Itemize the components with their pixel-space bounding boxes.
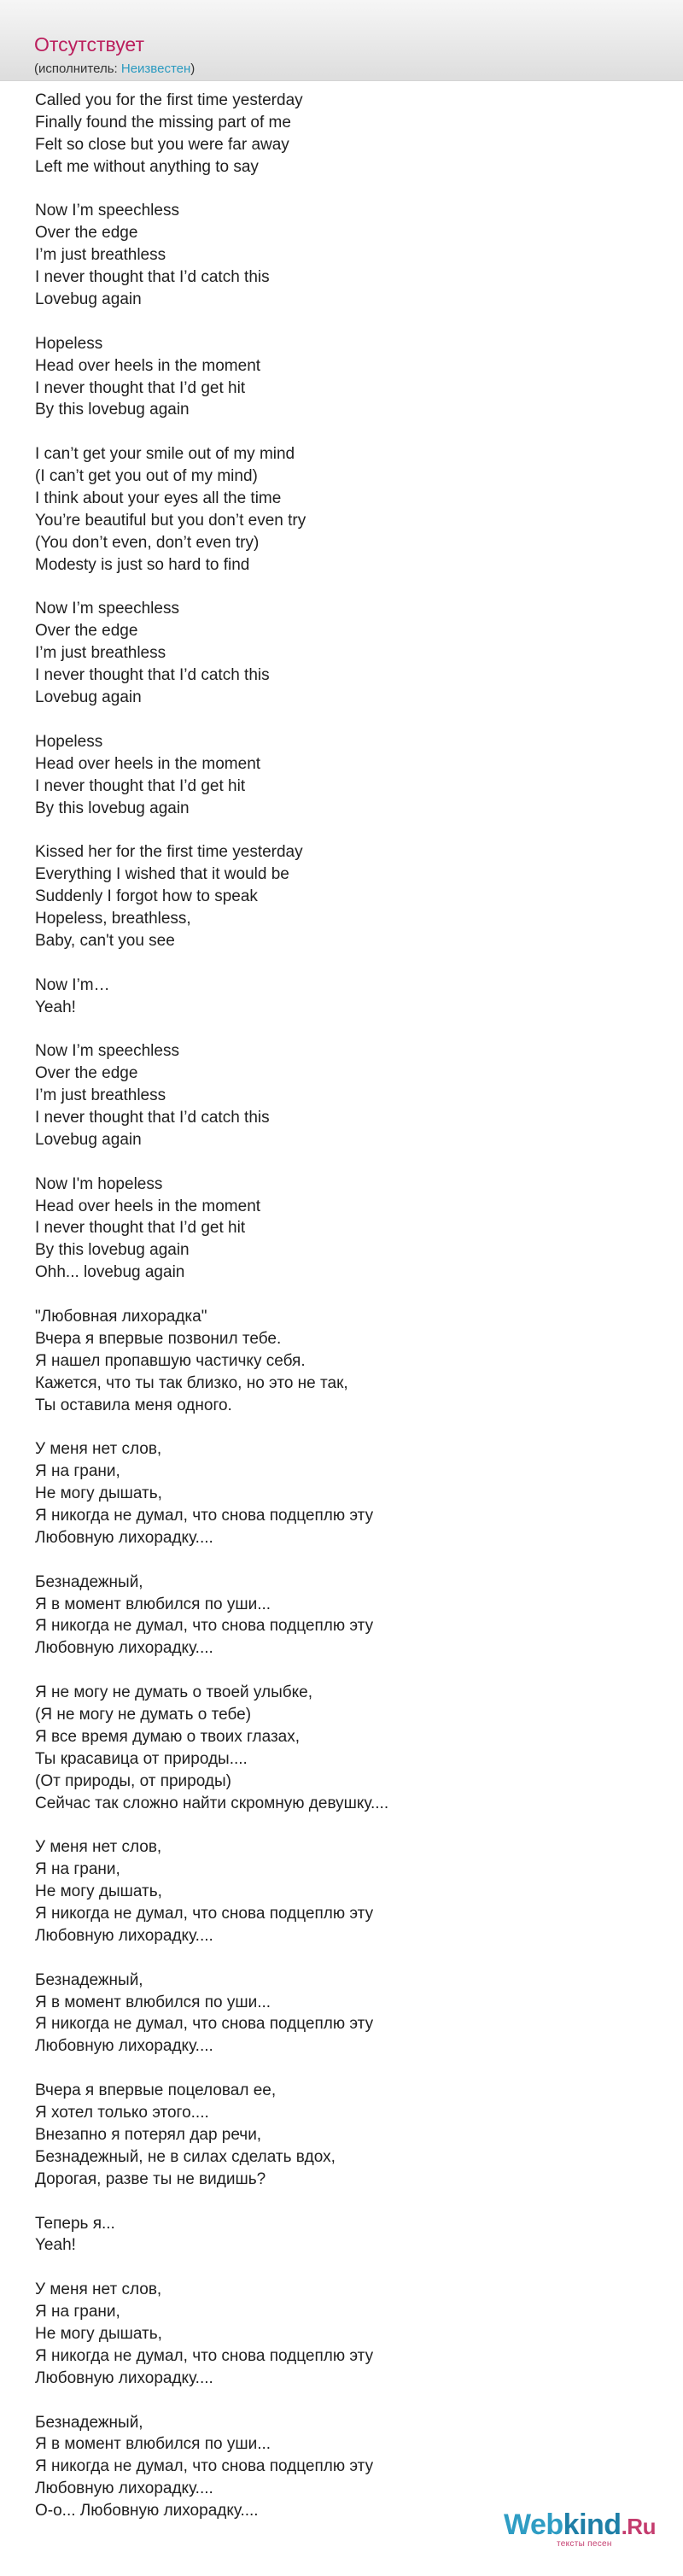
page-title: Отсутствует xyxy=(34,33,144,56)
lyric-line: Я никогда не думал, что снова подцеплю эту xyxy=(35,2346,374,2365)
lyrics-stanza xyxy=(35,90,667,179)
meta-suffix: ) xyxy=(190,61,196,76)
lyric-line: О-о... Любовную лихорадку.... xyxy=(35,2502,259,2520)
lyric-line: Head over heels in the moment xyxy=(35,1197,261,1215)
lyric-line: Я на грани, xyxy=(35,2303,120,2321)
logo-ru: .Ru xyxy=(621,2514,656,2539)
lyric-line: Lovebug again xyxy=(35,290,142,309)
lyrics-stanza xyxy=(35,1682,667,1814)
lyric-line: Ты красавица от природы.... xyxy=(35,1749,248,1768)
lyrics-stanza xyxy=(35,1970,667,2058)
lyric-line: Now I’m… xyxy=(35,975,110,994)
webkind-logo[interactable] xyxy=(504,2509,666,2549)
lyric-line: Любовную лихорадку.... xyxy=(35,1639,213,1658)
lyric-line: I never thought that I’d get hit xyxy=(35,378,246,397)
lyric-line: Дорогая, разве ты не видишь? xyxy=(35,2169,266,2188)
lyric-line: Modesty is just so hard to find xyxy=(35,555,250,574)
lyric-line: Lovebug again xyxy=(35,1130,142,1149)
lyric-line: (You don’t even, don’t even try) xyxy=(35,533,260,552)
lyric-line: I never thought that I’d get hit xyxy=(35,776,246,795)
lyric-line: Finally found the missing part of me xyxy=(35,113,291,132)
logo-web: Web xyxy=(504,2509,563,2541)
lyric-line: Over the edge xyxy=(35,1064,138,1083)
lyrics-stanza xyxy=(35,2213,667,2257)
lyric-line: Кажется, что ты так близко, но это не так, xyxy=(35,1373,348,1392)
meta-prefix: (исполнитель: xyxy=(34,61,121,76)
lyric-line: У меня нет слов, xyxy=(35,1838,162,1857)
lyric-line: You’re beautiful but you don’t even try xyxy=(35,511,306,530)
lyric-line: Ohh... lovebug again xyxy=(35,1263,185,1282)
lyric-line: (Я не могу не думать о тебе) xyxy=(35,1706,252,1724)
lyrics-stanza xyxy=(35,1174,667,1284)
lyric-line: Я никогда не думал, что снова подцеплю эту xyxy=(35,1905,374,1923)
lyric-line: Felt so close but you were far away xyxy=(35,135,289,154)
lyric-line: Не могу дышать, xyxy=(35,1484,162,1503)
lyric-line: Suddenly I forgot how to speak xyxy=(35,887,258,906)
lyrics-stanza xyxy=(35,1040,667,1150)
lyric-line: Я в момент влюбился по уши... xyxy=(35,2435,271,2454)
lyric-line: I never thought that I’d catch this xyxy=(35,268,270,287)
lyric-line: Внезапно я потерял дар речи, xyxy=(35,2125,262,2144)
lyric-line: Kissed her for the first time yesterday xyxy=(35,843,303,862)
lyric-line: Безнадежный, xyxy=(35,1572,143,1591)
lyric-line: Over the edge xyxy=(35,224,138,243)
lyric-line: Я нашел пропавшую частичку себя. xyxy=(35,1351,306,1370)
lyric-line: Yeah! xyxy=(35,998,76,1016)
lyric-line: I’m just breathless xyxy=(35,1086,166,1105)
lyric-line: Сейчас так сложно найти скромную девушку.... xyxy=(35,1794,389,1812)
lyric-line: Left me without anything to say xyxy=(35,157,259,176)
lyric-line: Я никогда не думал, что снова подцеплю эту xyxy=(35,2457,374,2476)
lyric-line: I’m just breathless xyxy=(35,246,166,265)
lyrics-stanza xyxy=(35,1836,667,1947)
lyric-line: Я никогда не думал, что снова подцеплю эту xyxy=(35,1507,374,1525)
logo-tagline: тексты песен xyxy=(557,2539,612,2549)
lyric-line: Lovebug again xyxy=(35,688,142,707)
lyric-line: By this lovebug again xyxy=(35,799,190,817)
lyric-line: У меня нет слов, xyxy=(35,2280,162,2299)
lyric-line: Я в момент влюбился по уши... xyxy=(35,1993,271,2011)
lyric-line: Everything I wished that it would be xyxy=(35,865,289,884)
lyric-line: Я на грани, xyxy=(35,1462,120,1481)
lyric-line: Я в момент влюбился по уши... xyxy=(35,1595,271,1613)
lyrics-body xyxy=(35,90,667,2544)
lyric-line: Безнадежный, xyxy=(35,1970,143,1989)
lyric-line: Любовную лихорадку.... xyxy=(35,1528,213,1547)
lyrics-stanza xyxy=(35,731,667,820)
lyric-line: Не могу дышать, xyxy=(35,2324,162,2343)
artist-link[interactable]: Неизвестен xyxy=(120,61,191,76)
lyrics-stanza xyxy=(35,1572,667,1660)
lyric-line: Head over heels in the moment xyxy=(35,356,261,375)
lyric-line: I can’t get your smile out of my mind xyxy=(35,445,295,464)
lyrics-stanza xyxy=(35,598,667,708)
lyric-line: Я все время думаю о твоих глазах, xyxy=(35,1727,301,1746)
lyric-line: Я никогда не думал, что снова подцеплю эту xyxy=(35,1617,374,1636)
lyric-line: Now I’m speechless xyxy=(35,600,179,618)
lyric-line: Любовную лихорадку.... xyxy=(35,2368,213,2387)
lyrics-stanza xyxy=(35,443,667,576)
lyric-line: I never thought that I’d catch this xyxy=(35,666,270,685)
lyric-line: Baby, can't you see xyxy=(35,931,175,950)
lyric-line: Now I’m speechless xyxy=(35,1042,179,1061)
lyric-line: I never thought that I’d catch this xyxy=(35,1108,270,1127)
lyric-line: Hopeless xyxy=(35,732,103,751)
lyrics-stanza xyxy=(35,975,667,1019)
lyric-line: I never thought that I’d get hit xyxy=(35,1219,246,1238)
lyric-line: Over the edge xyxy=(35,622,138,641)
lyrics-stanza xyxy=(35,2279,667,2389)
lyric-line: Любовную лихорадку.... xyxy=(35,2037,213,2056)
lyric-line: Hopeless, breathless, xyxy=(35,909,191,928)
logo-kind: kind xyxy=(563,2509,622,2541)
lyrics-stanza xyxy=(35,1306,667,1416)
lyric-line: Вчера я впервые поцеловал ее, xyxy=(35,2081,277,2100)
page-header xyxy=(0,0,683,81)
lyric-line: Не могу дышать, xyxy=(35,1882,162,1901)
lyric-line: Любовную лихорадку.... xyxy=(35,2479,213,2498)
lyric-line: By this lovebug again xyxy=(35,1241,190,1260)
lyrics-stanza xyxy=(35,1438,667,1549)
lyric-line: I think about your eyes all the time xyxy=(35,489,282,508)
lyric-line: Любовную лихорадку.... xyxy=(35,1926,213,1945)
lyric-line: Я на грани, xyxy=(35,1860,120,1879)
lyric-line: Now I’m speechless xyxy=(35,202,179,220)
logo-wordmark xyxy=(504,2509,666,2543)
lyrics-stanza xyxy=(35,2412,667,2522)
lyric-line: Hopeless xyxy=(35,334,103,353)
lyric-line: Now I'm hopeless xyxy=(35,1174,163,1193)
lyric-line: Я никогда не думал, что снова подцеплю эту xyxy=(35,2015,374,2034)
lyric-line: Вчера я впервые позвонил тебе. xyxy=(35,1329,282,1348)
lyric-line: Теперь я... xyxy=(35,2214,115,2233)
lyric-line: Called you for the first time yesterday xyxy=(35,91,303,109)
lyrics-stanza xyxy=(35,333,667,422)
lyric-line: Head over heels in the moment xyxy=(35,754,261,773)
lyric-line: Безнадежный, не в силах сделать вдох, xyxy=(35,2147,336,2166)
lyric-line: "Любовная лихорадка" xyxy=(35,1307,207,1326)
lyric-line: Я хотел только этого.... xyxy=(35,2104,209,2122)
lyric-line: Ты оставила меня одного. xyxy=(35,1396,232,1414)
lyric-line: Я не могу не думать о твоей улыбке, xyxy=(35,1683,313,1702)
lyric-line: Безнадежный, xyxy=(35,2413,143,2432)
lyric-line: У меня нет слов, xyxy=(35,1440,162,1459)
lyrics-stanza xyxy=(35,2080,667,2190)
lyric-line: (От природы, от природы) xyxy=(35,1771,231,1790)
artist-meta xyxy=(34,61,195,77)
lyric-line: By this lovebug again xyxy=(35,401,190,419)
lyric-line: I’m just breathless xyxy=(35,644,166,663)
lyrics-stanza xyxy=(35,200,667,310)
lyric-line: Yeah! xyxy=(35,2236,76,2255)
lyric-line: (I can’t get you out of my mind) xyxy=(35,467,258,486)
lyrics-stanza xyxy=(35,841,667,951)
